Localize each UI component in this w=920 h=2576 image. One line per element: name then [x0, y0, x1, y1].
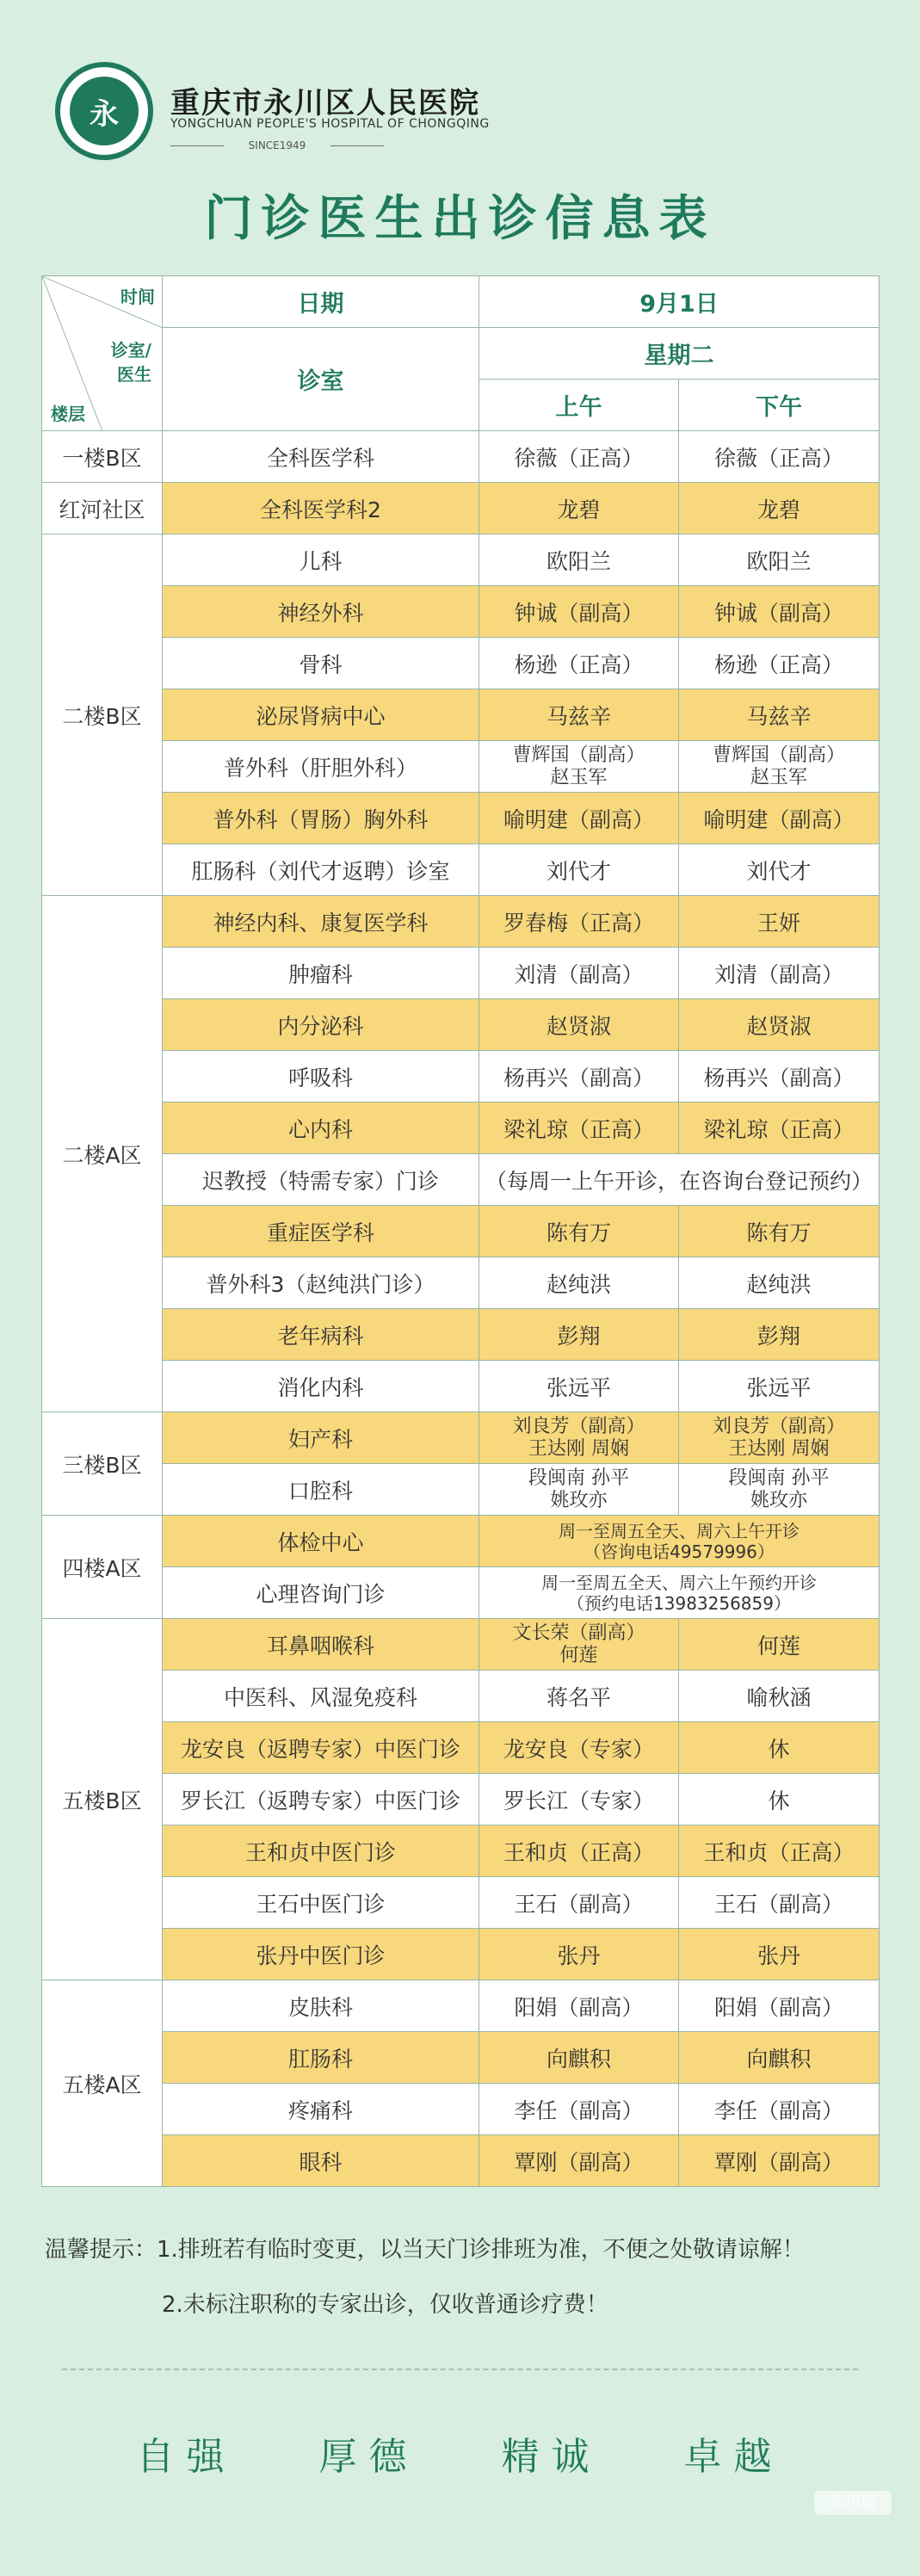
am-cell [479, 741, 679, 793]
floor-cell: 红河社区 [42, 483, 163, 534]
corner-room-line1: 诊室/ [110, 340, 151, 361]
table-row [42, 1825, 880, 1877]
room-cell: 皮肤科 [163, 1980, 479, 2032]
pm-cell: 杨逊（正高） [679, 638, 880, 689]
pm-cell: 休 [679, 1774, 880, 1825]
since-year: SINCE1949 [170, 139, 384, 151]
pm-cell: 覃刚（副高） [679, 2135, 880, 2187]
am-cell: 刘代才 [479, 844, 679, 896]
table-row [42, 1877, 880, 1929]
pm-cell: 阳娟（副高） [679, 1980, 880, 2032]
pm-cell: 张丹 [679, 1929, 880, 1980]
pm-label: 下午 [679, 380, 880, 431]
am-cell: 徐薇（正高） [479, 431, 679, 483]
merged-schedule-cell [479, 1567, 880, 1619]
room-cell: 眼科 [163, 2135, 479, 2187]
motto-word: 精诚 [501, 2435, 602, 2479]
am-cell: 张远平 [479, 1361, 679, 1412]
room-cell: 泌尿肾病中心 [163, 689, 479, 741]
am-cell [479, 1619, 679, 1671]
room-cell: 骨科 [163, 638, 479, 689]
pm-cell: 马兹辛 [679, 689, 880, 741]
pm-cell: 徐薇（正高） [679, 431, 880, 483]
pm-cell: 龙碧 [679, 483, 880, 534]
room-label: 诊室 [163, 328, 479, 431]
doctor-line: 赵玉军 [550, 766, 608, 788]
am-cell [479, 1412, 679, 1464]
am-cell: 王石（副高） [479, 1877, 679, 1929]
table-row [42, 689, 880, 741]
am-cell: 刘清（副高） [479, 948, 679, 999]
table-row [42, 1671, 880, 1722]
table-row [42, 2135, 880, 2187]
room-cell: 肿瘤科 [163, 948, 479, 999]
doctor-line: 刘良芳（副高） [713, 1415, 846, 1437]
am-cell: 王和贞（正高） [479, 1825, 679, 1877]
doctor-line: 王达刚 周娴 [528, 1437, 629, 1460]
am-cell: 赵贤淑 [479, 999, 679, 1051]
room-cell: 普外科（肝胆外科） [163, 741, 479, 793]
room-cell: 疼痛科 [163, 2084, 479, 2135]
pm-cell: 欧阳兰 [679, 534, 880, 586]
table-row [42, 1980, 880, 2032]
merged-schedule-cell [479, 1516, 880, 1567]
pm-cell: 王和贞（正高） [679, 1825, 880, 1877]
doctor-line: 曹辉国（副高） [512, 744, 645, 766]
hospital-name-cn: 重庆市永川区人民医院 [170, 86, 480, 120]
room-cell: 迟教授（特需专家）门诊 [163, 1154, 479, 1206]
room-cell: 神经内科、康复医学科 [163, 896, 479, 948]
pm-cell: 赵贤淑 [679, 999, 880, 1051]
room-cell: 王石中医门诊 [163, 1877, 479, 1929]
room-cell: 神经外科 [163, 586, 479, 638]
table-row [42, 1051, 880, 1103]
pm-cell: 杨再兴（副高） [679, 1051, 880, 1103]
pm-cell: 钟诚（副高） [679, 586, 880, 638]
table-row [42, 1722, 880, 1774]
tip-line-2: 2.未标注职称的专家出诊，仅收普通诊疗费！ [162, 2292, 608, 2318]
doctor-line: 段闽南 孙平 [528, 1467, 629, 1489]
room-cell: 口腔科 [163, 1464, 479, 1516]
room-cell: 罗长江（返聘专家）中医门诊 [163, 1774, 479, 1825]
am-cell: 李任（副高） [479, 2084, 679, 2135]
table-row [42, 1154, 880, 1206]
am-cell: 赵纯洪 [479, 1257, 679, 1309]
am-cell: 蒋名平 [479, 1671, 679, 1722]
table-row [42, 896, 880, 948]
warm-tips [45, 2222, 805, 2332]
schedule-line: 周一至周五全天、周六上午开诊 [559, 1520, 800, 1541]
header-row-weekday [42, 328, 880, 380]
am-cell: 杨逊（正高） [479, 638, 679, 689]
table-row [42, 793, 880, 844]
table-row [42, 2084, 880, 2135]
am-cell: 梁礼琼（正高） [479, 1103, 679, 1154]
table-row [42, 1929, 880, 1980]
corner-room-doctor-label [111, 338, 151, 386]
table-row [42, 1567, 880, 1619]
am-cell: 彭翔 [479, 1309, 679, 1361]
table-row [42, 431, 880, 483]
table-row [42, 948, 880, 999]
room-cell: 张丹中医门诊 [163, 1929, 479, 1980]
divider [62, 2369, 858, 2370]
floor-cell: 二楼B区 [42, 534, 163, 896]
date-label: 日期 [163, 276, 479, 328]
pm-cell: 陈有万 [679, 1206, 880, 1257]
pm-cell: 李任（副高） [679, 2084, 880, 2135]
table-row [42, 741, 880, 793]
pm-cell: 王石（副高） [679, 1877, 880, 1929]
pm-cell [679, 1464, 880, 1516]
header-row-date [42, 276, 880, 328]
room-cell: 肛肠科（刘代才返聘）诊室 [163, 844, 479, 896]
room-cell: 肛肠科 [163, 2032, 479, 2084]
am-cell: 陈有万 [479, 1206, 679, 1257]
pm-cell [679, 1412, 880, 1464]
am-cell: 杨再兴（副高） [479, 1051, 679, 1103]
room-cell: 老年病科 [163, 1309, 479, 1361]
room-cell: 耳鼻咽喉科 [163, 1619, 479, 1671]
room-cell: 龙安良（返聘专家）中医门诊 [163, 1722, 479, 1774]
hospital-logo [55, 62, 153, 160]
pm-cell: 喻明建（副高） [679, 793, 880, 844]
pm-cell: 张远平 [679, 1361, 880, 1412]
am-cell: 欧阳兰 [479, 534, 679, 586]
schedule-table [41, 275, 880, 2187]
table-row [42, 483, 880, 534]
am-cell: 覃刚（副高） [479, 2135, 679, 2187]
room-cell: 普外科（胃肠）胸外科 [163, 793, 479, 844]
am-label: 上午 [479, 380, 679, 431]
room-cell: 体检中心 [163, 1516, 479, 1567]
logo-mark: 永 [70, 77, 139, 145]
schedule-line: 周一至周五全天、周六上午预约开诊 [541, 1572, 817, 1593]
doctor-line: 文长荣（副高） [512, 1622, 645, 1644]
doctor-line: 王达刚 周娴 [728, 1437, 830, 1460]
table-row [42, 1774, 880, 1825]
pm-cell [679, 741, 880, 793]
pm-cell: 刘清（副高） [679, 948, 880, 999]
pm-cell: 何莲 [679, 1619, 880, 1671]
date-value: 9月1日 [479, 276, 880, 328]
table-row [42, 1464, 880, 1516]
room-cell: 消化内科 [163, 1361, 479, 1412]
doctor-line: 何莲 [559, 1644, 598, 1666]
table-row [42, 844, 880, 896]
room-cell: 重症医学科 [163, 1206, 479, 1257]
floor-cell: 三楼B区 [42, 1412, 163, 1516]
am-cell: 阳娟（副高） [479, 1980, 679, 2032]
room-cell: 妇产科 [163, 1412, 479, 1464]
motto-word: 卓越 [683, 2435, 784, 2479]
motto-word: 厚德 [318, 2435, 419, 2479]
pm-cell: 梁礼琼（正高） [679, 1103, 880, 1154]
page-title: 门诊医生出诊信息表 [204, 191, 716, 247]
pm-cell: 赵纯洪 [679, 1257, 880, 1309]
header [0, 0, 920, 172]
room-cell: 心内科 [163, 1103, 479, 1154]
room-cell: 儿科 [163, 534, 479, 586]
motto-word: 自强 [136, 2435, 237, 2479]
room-cell: 王和贞中医门诊 [163, 1825, 479, 1877]
am-cell: 钟诚（副高） [479, 586, 679, 638]
am-cell: 张丹 [479, 1929, 679, 1980]
doctor-line: 赵玉军 [750, 766, 808, 788]
corner-time-label: 时间 [120, 287, 155, 307]
room-cell: 全科医学科 [163, 431, 479, 483]
floor-cell: 一楼B区 [42, 431, 163, 483]
pm-cell: 彭翔 [679, 1309, 880, 1361]
floor-cell: 二楼A区 [42, 896, 163, 1412]
table-row [42, 1309, 880, 1361]
table-row [42, 534, 880, 586]
room-cell: 心理咨询门诊 [163, 1567, 479, 1619]
floor-cell: 五楼B区 [42, 1619, 163, 1980]
tip-line-1: 温馨提示：1.排班若有临时变更，以当天门诊排班为准，不便之处敬请谅解！ [45, 2237, 805, 2263]
table-row [42, 1516, 880, 1567]
table-row [42, 1619, 880, 1671]
watermark-badge: 永川通 [814, 2491, 892, 2515]
table-row [42, 1257, 880, 1309]
hospital-motto [0, 2425, 920, 2480]
am-cell: 罗长江（专家） [479, 1774, 679, 1825]
floor-cell: 四楼A区 [42, 1516, 163, 1619]
table-row [42, 1412, 880, 1464]
floor-cell: 五楼A区 [42, 1980, 163, 2187]
schedule-line: （咨询电话49579996） [583, 1541, 775, 1562]
doctor-line: 曹辉国（副高） [713, 744, 846, 766]
doctor-line: 段闽南 孙平 [728, 1467, 830, 1489]
doctor-line: 姚玫亦 [550, 1489, 608, 1511]
room-cell: 呼吸科 [163, 1051, 479, 1103]
pm-cell: 喻秋涵 [679, 1671, 880, 1722]
am-cell: 龙碧 [479, 483, 679, 534]
am-cell: 龙安良（专家） [479, 1722, 679, 1774]
room-cell: 中医科、风湿免疫科 [163, 1671, 479, 1722]
am-cell [479, 1464, 679, 1516]
am-cell: 马兹辛 [479, 689, 679, 741]
am-cell: 喻明建（副高） [479, 793, 679, 844]
pm-cell: 王妍 [679, 896, 880, 948]
am-cell: 罗春梅（正高） [479, 896, 679, 948]
schedule-line: （预约电话13983256859） [567, 1592, 791, 1614]
doctor-line: 刘良芳（副高） [512, 1415, 645, 1437]
room-cell: 普外科3（赵纯洪门诊） [163, 1257, 479, 1309]
room-cell: 全科医学科2 [163, 483, 479, 534]
am-cell: 向麒积 [479, 2032, 679, 2084]
hospital-name-en: YONGCHUAN PEOPLE'S HOSPITAL OF CHONGQING [170, 117, 490, 131]
weekday-value: 星期二 [479, 328, 880, 380]
table-row [42, 1361, 880, 1412]
pm-cell: 休 [679, 1722, 880, 1774]
table-row [42, 999, 880, 1051]
table-row [42, 1206, 880, 1257]
pm-cell: 向麒积 [679, 2032, 880, 2084]
table-row [42, 2032, 880, 2084]
table-row [42, 586, 880, 638]
pm-cell: 刘代才 [679, 844, 880, 896]
room-cell: 内分泌科 [163, 999, 479, 1051]
corner-room-line2: 医生 [117, 364, 151, 385]
corner-floor-label: 楼层 [51, 404, 85, 424]
table-row [42, 638, 880, 689]
doctor-line: 姚玫亦 [750, 1489, 808, 1511]
merged-schedule-cell: （每周一上午开诊，在咨询台登记预约） [479, 1154, 880, 1206]
corner-header-cell [42, 276, 163, 431]
table-row [42, 1103, 880, 1154]
